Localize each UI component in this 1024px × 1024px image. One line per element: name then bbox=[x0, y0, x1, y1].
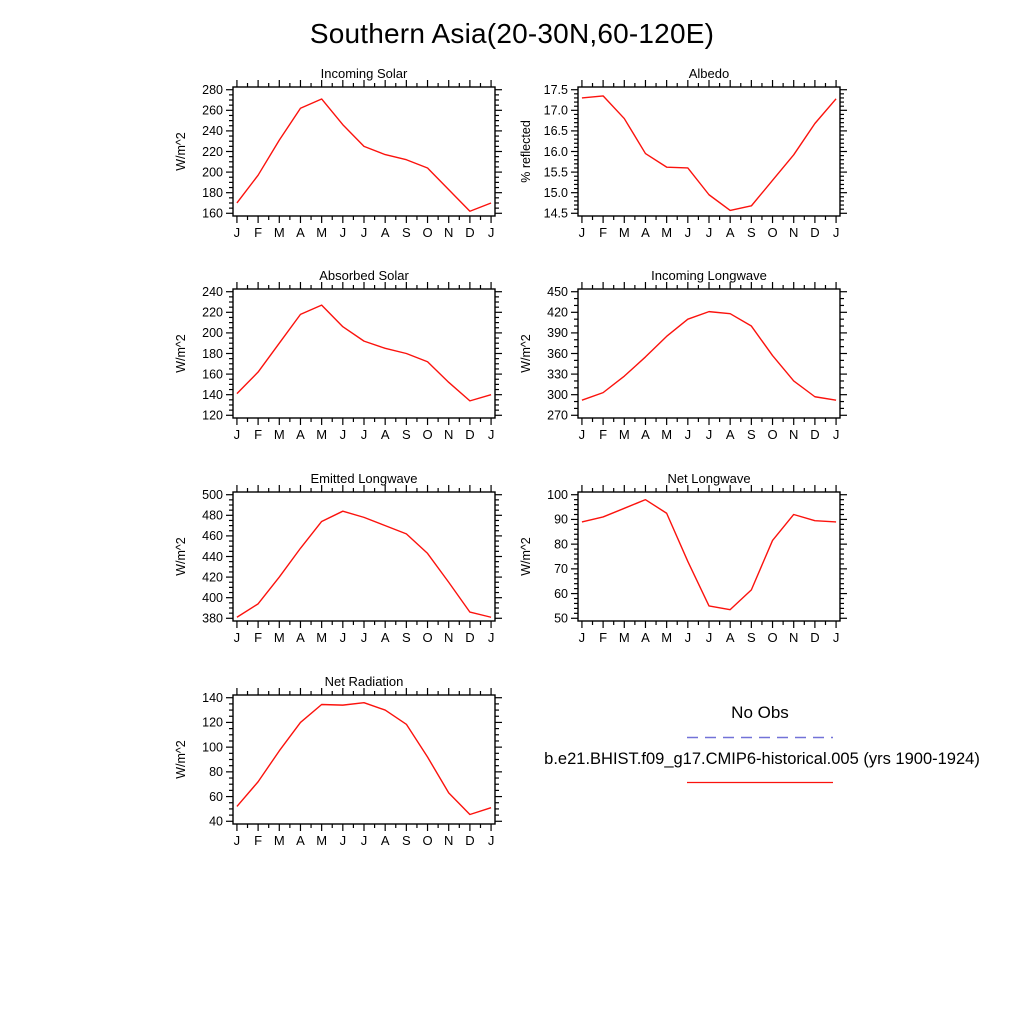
x-tick-label: F bbox=[599, 427, 608, 442]
model-line bbox=[237, 703, 491, 815]
subplot-title: Absorbed Solar bbox=[319, 269, 409, 283]
x-tick-label: J bbox=[233, 225, 241, 240]
y-tick-label: 300 bbox=[547, 387, 568, 402]
y-tick-label: 220 bbox=[202, 144, 223, 159]
x-tick-label: S bbox=[402, 427, 411, 442]
y-tick-label: 240 bbox=[202, 285, 223, 300]
x-tick-label: J bbox=[832, 630, 840, 645]
x-tick-label: N bbox=[444, 427, 454, 442]
y-axis bbox=[202, 83, 502, 221]
x-tick-label: M bbox=[618, 427, 630, 442]
chart-canvas bbox=[163, 269, 509, 459]
x-tick-label: A bbox=[641, 630, 650, 645]
subplot-title: Net Longwave bbox=[667, 472, 751, 486]
chart-canvas bbox=[508, 67, 854, 257]
y-tick-label: 16.5 bbox=[543, 124, 568, 139]
y-tick-label: 100 bbox=[547, 488, 568, 503]
x-tick-label: A bbox=[380, 225, 390, 240]
x-tick-label: O bbox=[422, 427, 433, 442]
y-tick-label: 17.0 bbox=[543, 103, 568, 118]
y-tick-label: 460 bbox=[202, 529, 223, 544]
subplot-title: Incoming Longwave bbox=[651, 269, 767, 283]
y-axis-label: W/m^2 bbox=[519, 537, 533, 576]
y-tick-label: 220 bbox=[202, 305, 223, 320]
y-tick-label: 330 bbox=[547, 367, 568, 382]
x-tick-label: A bbox=[296, 225, 305, 240]
x-tick-label: M bbox=[273, 225, 285, 240]
chart-canvas bbox=[163, 67, 509, 257]
y-tick-label: 120 bbox=[202, 715, 223, 730]
y-tick-label: 15.5 bbox=[543, 165, 568, 180]
x-tick-label: J bbox=[705, 225, 713, 240]
x-tick-label: M bbox=[316, 833, 328, 848]
x-tick-label: M bbox=[316, 427, 328, 442]
subplot-emitted-longwave bbox=[163, 472, 509, 662]
y-tick-label: 14.5 bbox=[543, 206, 568, 221]
x-tick-label: A bbox=[725, 225, 735, 240]
y-tick-label: 180 bbox=[202, 185, 223, 200]
subplot-absorbed-solar bbox=[163, 269, 509, 459]
y-axis bbox=[547, 285, 847, 423]
legend-no-obs-label: No Obs bbox=[731, 703, 789, 722]
x-tick-label: N bbox=[444, 833, 454, 848]
x-tick-label: O bbox=[422, 630, 433, 645]
x-tick-label: J bbox=[487, 833, 495, 848]
x-tick-label: O bbox=[422, 225, 433, 240]
y-axis bbox=[202, 285, 502, 423]
x-tick-label: A bbox=[641, 225, 650, 240]
y-axis bbox=[202, 488, 502, 626]
x-tick-label: F bbox=[254, 833, 263, 848]
x-tick-label: O bbox=[767, 630, 778, 645]
model-line bbox=[237, 99, 491, 211]
x-tick-label: J bbox=[578, 427, 586, 442]
x-tick-label: D bbox=[810, 630, 820, 645]
plot-frame bbox=[233, 492, 495, 621]
y-tick-label: 80 bbox=[554, 537, 568, 552]
x-tick-label: O bbox=[767, 427, 778, 442]
x-tick-label: A bbox=[725, 630, 735, 645]
y-tick-label: 70 bbox=[554, 562, 568, 577]
x-tick-label: J bbox=[360, 630, 368, 645]
y-axis bbox=[202, 691, 502, 829]
plot-frame bbox=[578, 289, 840, 418]
x-tick-label: J bbox=[233, 630, 241, 645]
x-tick-label: M bbox=[273, 833, 285, 848]
y-tick-label: 40 bbox=[209, 814, 223, 829]
legend-no-obs-line bbox=[687, 733, 833, 742]
x-tick-label: A bbox=[641, 427, 650, 442]
x-tick-label: J bbox=[360, 427, 368, 442]
x-tick-label: J bbox=[832, 427, 840, 442]
x-tick-label: N bbox=[789, 427, 799, 442]
subplot-incoming-solar bbox=[163, 67, 509, 257]
y-tick-label: 60 bbox=[209, 789, 223, 804]
y-tick-label: 360 bbox=[547, 346, 568, 361]
y-tick-label: 17.5 bbox=[543, 83, 568, 98]
y-tick-label: 100 bbox=[202, 740, 223, 755]
y-tick-label: 15.0 bbox=[543, 185, 568, 200]
model-line bbox=[237, 511, 491, 617]
x-tick-label: A bbox=[296, 427, 305, 442]
y-tick-label: 120 bbox=[202, 408, 223, 423]
chart-canvas bbox=[163, 675, 509, 865]
legend-model-label: b.e21.BHIST.f09_g17.CMIP6-historical.005 (yrs 1900-1924) bbox=[544, 750, 980, 768]
model-line bbox=[582, 96, 836, 210]
plot-frame bbox=[233, 695, 495, 824]
y-tick-label: 160 bbox=[202, 367, 223, 382]
subplot-incoming-longwave bbox=[508, 269, 854, 459]
x-tick-label: D bbox=[465, 427, 475, 442]
x-tick-label: N bbox=[789, 630, 799, 645]
subplot-net-radiation bbox=[163, 675, 509, 865]
y-tick-label: 140 bbox=[202, 691, 223, 706]
subplot-title: Incoming Solar bbox=[320, 67, 408, 81]
x-tick-label: D bbox=[465, 833, 475, 848]
x-tick-label: J bbox=[487, 427, 495, 442]
x-tick-label: O bbox=[767, 225, 778, 240]
x-tick-label: N bbox=[444, 630, 454, 645]
x-tick-label: A bbox=[296, 630, 305, 645]
y-axis-label: % reflected bbox=[519, 120, 533, 183]
y-tick-label: 480 bbox=[202, 508, 223, 523]
x-tick-label: M bbox=[316, 630, 328, 645]
plot-frame bbox=[578, 87, 840, 216]
y-axis-label: W/m^2 bbox=[174, 334, 188, 373]
y-axis-label: W/m^2 bbox=[174, 132, 188, 171]
y-tick-label: 16.0 bbox=[543, 144, 568, 159]
x-tick-label: F bbox=[254, 225, 263, 240]
model-line bbox=[582, 312, 836, 401]
x-tick-label: N bbox=[444, 225, 454, 240]
subplot-title: Net Radiation bbox=[324, 675, 404, 689]
y-tick-label: 240 bbox=[202, 124, 223, 139]
x-tick-label: N bbox=[789, 225, 799, 240]
x-tick-label: O bbox=[422, 833, 433, 848]
x-tick-label: J bbox=[578, 630, 586, 645]
y-axis bbox=[547, 488, 847, 626]
subplot-albedo bbox=[508, 67, 854, 257]
y-tick-label: 420 bbox=[202, 570, 223, 585]
x-tick-label: M bbox=[273, 427, 285, 442]
x-tick-label: D bbox=[810, 427, 820, 442]
y-tick-label: 60 bbox=[554, 586, 568, 601]
page-title: Southern Asia(20-30N,60-120E) bbox=[309, 18, 715, 49]
x-tick-label: J bbox=[339, 427, 347, 442]
x-tick-label: A bbox=[380, 630, 390, 645]
y-tick-label: 80 bbox=[209, 765, 223, 780]
y-tick-label: 390 bbox=[547, 326, 568, 341]
y-axis-label: W/m^2 bbox=[174, 740, 188, 779]
x-tick-label: J bbox=[233, 833, 241, 848]
y-tick-label: 160 bbox=[202, 206, 223, 221]
x-tick-label: M bbox=[618, 630, 630, 645]
x-tick-label: M bbox=[661, 427, 673, 442]
x-tick-label: D bbox=[810, 225, 820, 240]
x-tick-label: M bbox=[661, 630, 673, 645]
y-tick-label: 280 bbox=[202, 83, 223, 98]
x-tick-label: F bbox=[599, 225, 608, 240]
x-tick-label: J bbox=[360, 225, 368, 240]
x-tick-label: J bbox=[684, 427, 692, 442]
x-tick-label: M bbox=[316, 225, 328, 240]
x-tick-label: S bbox=[747, 427, 756, 442]
y-tick-label: 380 bbox=[202, 611, 223, 626]
x-tick-label: J bbox=[684, 630, 692, 645]
y-tick-label: 90 bbox=[554, 512, 568, 527]
x-tick-label: J bbox=[339, 833, 347, 848]
x-tick-label: J bbox=[487, 225, 495, 240]
y-axis bbox=[544, 83, 847, 221]
x-tick-label: J bbox=[339, 225, 347, 240]
x-tick-label: J bbox=[832, 225, 840, 240]
x-tick-label: D bbox=[465, 225, 475, 240]
x-tick-label: A bbox=[725, 427, 735, 442]
x-tick-label: A bbox=[296, 833, 305, 848]
y-axis-label: W/m^2 bbox=[174, 537, 188, 576]
x-tick-label: J bbox=[705, 427, 713, 442]
x-tick-label: J bbox=[487, 630, 495, 645]
x-tick-label: S bbox=[747, 630, 756, 645]
x-tick-label: F bbox=[254, 630, 263, 645]
y-tick-label: 270 bbox=[547, 408, 568, 423]
y-tick-label: 140 bbox=[202, 387, 223, 402]
x-tick-label: J bbox=[684, 225, 692, 240]
chart-canvas bbox=[508, 472, 854, 662]
x-tick-label: A bbox=[380, 833, 390, 848]
model-line bbox=[582, 500, 836, 610]
subplot-net-longwave bbox=[508, 472, 854, 662]
x-tick-label: M bbox=[273, 630, 285, 645]
x-tick-label: D bbox=[465, 630, 475, 645]
x-tick-label: S bbox=[402, 833, 411, 848]
x-tick-label: J bbox=[360, 833, 368, 848]
x-tick-label: F bbox=[599, 630, 608, 645]
x-tick-label: J bbox=[705, 630, 713, 645]
y-tick-label: 260 bbox=[202, 103, 223, 118]
chart-canvas bbox=[163, 472, 509, 662]
model-line bbox=[237, 305, 491, 401]
y-tick-label: 400 bbox=[202, 590, 223, 605]
y-tick-label: 200 bbox=[202, 165, 223, 180]
y-tick-label: 440 bbox=[202, 549, 223, 564]
x-tick-label: M bbox=[661, 225, 673, 240]
x-tick-label: M bbox=[618, 225, 630, 240]
subplot-title: Emitted Longwave bbox=[310, 472, 418, 486]
x-tick-label: F bbox=[254, 427, 263, 442]
y-tick-label: 180 bbox=[202, 346, 223, 361]
y-tick-label: 500 bbox=[202, 488, 223, 503]
x-tick-label: S bbox=[402, 630, 411, 645]
y-axis-label: W/m^2 bbox=[519, 334, 533, 373]
x-tick-label: J bbox=[578, 225, 586, 240]
x-tick-label: J bbox=[233, 427, 241, 442]
x-tick-label: J bbox=[339, 630, 347, 645]
x-tick-label: A bbox=[380, 427, 390, 442]
legend-model-line bbox=[687, 778, 833, 787]
x-tick-label: S bbox=[747, 225, 756, 240]
y-tick-label: 50 bbox=[554, 611, 568, 626]
y-tick-label: 450 bbox=[547, 285, 568, 300]
chart-canvas bbox=[508, 269, 854, 459]
x-tick-label: S bbox=[402, 225, 411, 240]
y-tick-label: 420 bbox=[547, 305, 568, 320]
subplot-title: Albedo bbox=[688, 67, 730, 81]
y-tick-label: 200 bbox=[202, 326, 223, 341]
